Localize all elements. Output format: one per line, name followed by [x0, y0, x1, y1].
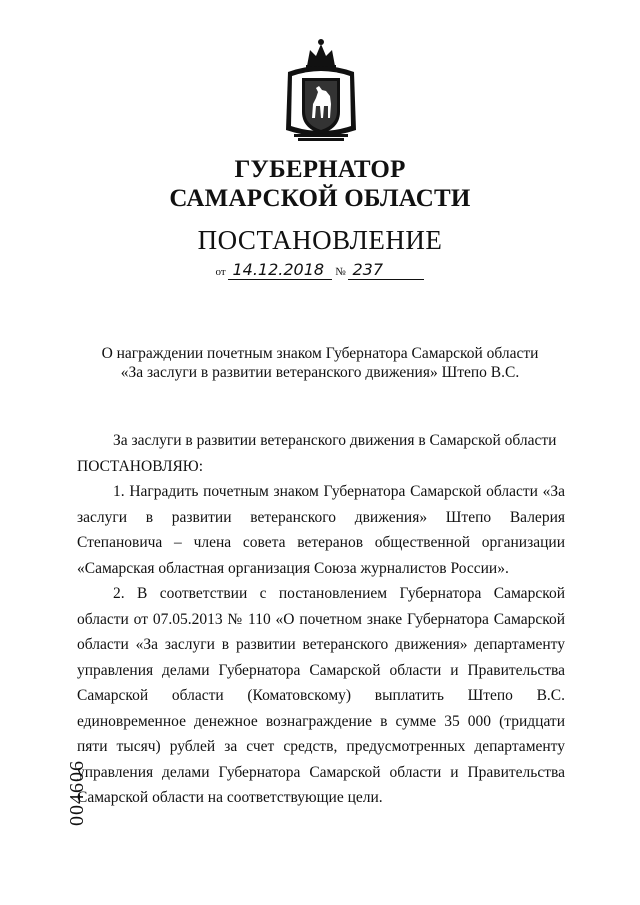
document-type: ПОСТАНОВЛЕНИЕ	[197, 225, 443, 255]
number-value: 237	[348, 261, 424, 280]
document-body	[77, 428, 565, 811]
subject-line: «За заслуги в развитии ветеранского движения» Штепо В.С.	[120, 364, 520, 381]
serial-stamp	[42, 716, 88, 826]
authority-title: ГУБЕРНАТОР	[234, 156, 406, 183]
subject-line: О награждении почетным знаком Губернатора Самарской области	[101, 345, 539, 362]
body-item-2: 2. В соответствии с постановлением Губернатора Самарской области от 07.05.2013 № 110 «О почетном знаке Губернатора Самарской области «За заслуги в развитии ветеранского движения» департаменту управления делами Губернатора Самарской области и Правительства Самарской области (Коматовскому) выплатить Штепо В.С. единовременное денежное вознаграждение в сумме 35 000 (тридцати пяти тысяч) рублей за счет средств, предусмотренных департаменту управления делами Губернатора Самарской области и Правительства Самарской области на соответствующие цели.	[77, 585, 565, 806]
body-item-1: 1. Наградить почетным знаком Губернатора Самарской области «За заслуги в развитии ветеранского движения» Штепо Валерия Степановича – члена совета ветеранов общественной организации «Самарская областная организация Союза журналистов России».	[77, 483, 565, 577]
samara-coat-of-arms-icon	[282, 38, 360, 148]
date-value: 14.12.2018	[228, 261, 332, 280]
authority-region: САМАРСКОЙ ОБЛАСТИ	[169, 185, 471, 212]
date-label: от	[215, 266, 226, 278]
number-label: №	[335, 266, 346, 278]
date-number-line	[0, 261, 640, 280]
document-subject	[0, 344, 640, 382]
body-intro: За заслуги в развитии ветеранского движения в Самарской области	[113, 432, 557, 449]
serial-number: 004606	[66, 760, 88, 826]
decree-word: ПОСТАНОВЛЯЮ:	[77, 457, 204, 475]
